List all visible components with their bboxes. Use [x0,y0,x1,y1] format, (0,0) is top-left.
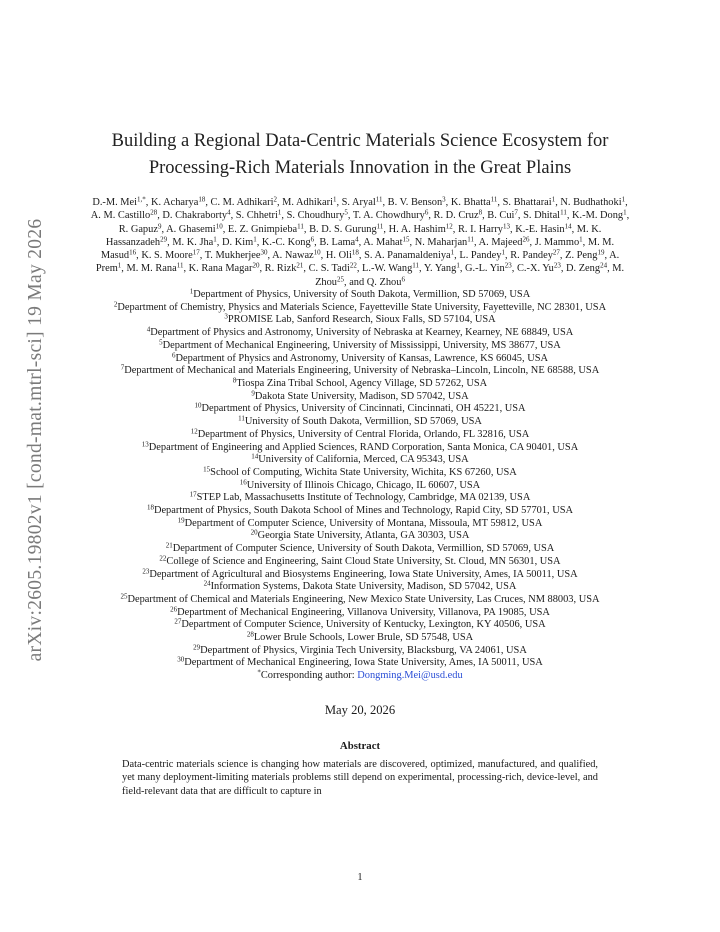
author-name: B. D. S. Gurung [309,223,377,235]
affiliation-item [88,480,632,493]
affiliation-text: College of Science and Engineering, Saint Cloud State University, St. Cloud, MN 56301, USA [166,555,561,567]
author-affiliation-mark: 2 [273,195,277,204]
author-affiliation-mark: 17 [192,248,200,257]
affiliation-number: 11 [238,414,245,423]
title-line-2: Processing-Rich Materials Innovation in the Great Plains [148,158,572,178]
author-affiliation-mark: 29 [160,235,168,244]
affiliation-number: 22 [159,554,167,563]
affiliation-text: Georgia State University, Atlanta, GA 30303, USA [257,530,470,542]
affiliation-number: 10 [194,401,202,410]
author-affiliation-mark: 23 [504,261,512,270]
author-name: H. Oli [325,250,352,262]
author-name: B. V. Benson [387,197,443,208]
author-name: K. S. Moore [141,250,193,262]
affiliation-number: 15 [203,465,211,474]
author-name: A. Majeed [478,236,523,248]
affiliation-number: 18 [146,503,154,512]
author-affiliation-mark: 11 [176,261,184,270]
author-affiliation-mark: 1 [117,261,122,270]
author-name: K.-C. Kong [261,236,311,248]
affiliation-text: Department of Mechanical and Materials Engineering, University of Nebraska–Lincoln, Lincoln, NE 68588, USA [124,365,600,377]
affiliation-item [88,302,632,315]
author-name: A. Ghasemi [166,223,216,235]
author-name: M. Zhou [315,263,625,288]
affiliation-text: Department of Chemical and Materials Engineering, New Mexico State University, Las Cruces, NM 88003, USA [127,593,600,605]
page-number: 1 [357,872,363,883]
author-name: K.-M. Dong [572,210,624,222]
affiliation-text: Lower Brule Schools, Lower Brule, SD 57548, USA [253,632,474,644]
affiliation-item [88,492,632,505]
affiliation-item [88,429,632,442]
affiliation-number: 25 [120,592,128,601]
affiliation-text: STEP Lab, Massachusetts Institute of Technology, Cambridge, MA 02139, USA [196,492,531,504]
author-name: H. A. Hashim [388,223,446,235]
affiliation-item [88,607,632,620]
affiliation-text: School of Computing, Wichita State University, Wichita, KS 67260, USA [210,466,517,478]
author-name: M. M. Rana [126,263,177,275]
author-affiliation-mark: 8 [478,208,483,217]
affiliation-item [88,378,632,391]
affiliation-item [88,314,632,327]
author-name: R. Pandey [510,250,553,262]
author-affiliation-mark: 3 [442,195,446,204]
author-name: M. M. Masud [100,236,615,262]
affiliation-number: 1 [189,287,194,296]
arxiv-sidebar [16,200,56,680]
affiliation-text: Tiospa Zina Tribal School, Agency Village, SD 57262, USA [236,378,488,389]
affiliation-text: Department of Computer Science, University of Kentucky, Lexington, KY 40506, USA [181,619,546,631]
author-name: A. Nawaz [272,250,314,262]
arxiv-identifier: arXiv:2605.19802v1 [cond-mat.mtrl-sci] 19 May 2026 [25,218,46,662]
author-name: M. Adhikari [282,197,333,208]
author-name: Y. Yang [423,263,457,275]
author-name: D.-M. Mei [92,197,138,208]
affiliation-text: Department of Chemistry, Physics and Materials Science, Fayetteville State University, Fayetteville, NC 28301, USA [117,301,607,313]
author-affiliation-mark: 1 [551,195,556,204]
author-affiliation-mark: 1 [277,208,282,217]
affiliation-item [88,645,632,658]
affiliation-number: 2 [113,300,118,309]
affiliation-text: Department of Physics and Astronomy, University of Nebraska at Kearney, Kearney, NE 68849, USA [150,327,574,339]
affiliation-item [88,391,632,404]
author-affiliation-mark: 1 [332,195,337,204]
author-affiliation-mark: 6 [310,235,315,244]
author-name: A. Prem [95,250,620,275]
affiliation-text: University of Illinois Chicago, Chicago, IL 60607, USA [246,479,481,491]
affiliation-number: 26 [170,605,178,614]
author-name: R. D. Cruz [433,210,479,222]
author-name: D. Chakraborty [162,210,228,222]
author-affiliation-mark: 11 [375,195,383,204]
author-affiliation-mark: 18 [351,248,359,257]
author-affiliation-mark: 1 [213,235,217,244]
affiliation-number: 6 [172,351,176,360]
affiliation-number: 20 [250,528,258,537]
author-name: S. Chhetri [235,210,278,222]
author-name: Q. Zhou [366,276,402,288]
affiliation-item [88,657,632,670]
affiliation-item [88,454,632,467]
author-name: J. Mammo [534,236,580,248]
author-name: A. Mahat [363,236,403,248]
author-affiliation-mark: 1 [450,248,455,257]
author-name: T. Mukherjee [204,250,261,262]
affiliation-item [88,289,632,302]
affiliation-number: 27 [174,617,182,626]
author-name: B. Cui [487,210,515,222]
affiliation-text: Department of Physics, University of South Dakota, Vermillion, SD 57069, USA [193,289,531,301]
author-affiliation-mark: 6 [424,208,429,217]
author-affiliation-mark: 19 [597,248,605,257]
corresponding-email-link[interactable]: Dongming.Mei@usd.edu [357,670,463,682]
author-name: E. Z. Gnimpieba [227,223,298,235]
author-affiliation-mark: 11 [297,222,304,231]
author-affiliation-mark: 13 [503,222,510,231]
author-affiliation-mark: 4 [227,208,231,217]
affiliation-text: University of California, Merced, CA 95343, USA [258,454,469,466]
affiliation-text: Department of Engineering and Applied Sciences, RAND Corporation, Santa Monica, CA 90401, USA [148,441,579,453]
paper-first-page [88,128,632,798]
author-name: C.-X. Yu [516,263,554,275]
affiliation-number: 29 [193,643,201,652]
author-name: L.-W. Wang [362,263,413,275]
author-affiliation-mark: 6 [401,275,405,284]
affiliation-item [88,340,632,353]
affiliation-item [88,505,632,518]
author-name: L. Pandey [459,250,502,262]
corresponding-mark: * [257,668,261,677]
affiliation-item [88,518,632,531]
paper-date: May 20, 2026 [324,702,396,717]
author-affiliation-mark: 16 [129,248,137,257]
affiliation-number: 3 [224,312,228,321]
author-name: K. Bhatta [450,197,491,208]
affiliation-number: 23 [142,567,150,576]
affiliation-number: 8 [232,376,237,385]
author-affiliation-mark: 9 [157,222,162,231]
affiliation-item [88,632,632,645]
affiliation-number: 12 [190,427,198,436]
author-name: N. Budhathoki [560,197,622,208]
affiliation-number: 19 [177,516,185,525]
author-name: C. S. Tadi [308,263,350,275]
author-name: K.-E. Hasin [515,223,565,235]
affiliation-text: Department of Computer Science, University of Montana, Missoula, MT 59812, USA [184,517,543,529]
author-affiliation-mark: 1,* [137,195,146,204]
author-name: S. Dhital [523,210,561,222]
affiliation-item [88,353,632,366]
author-affiliation-mark: 20 [252,261,260,270]
author-affiliation-mark: 30 [260,248,268,257]
author-affiliation-mark: 11 [467,235,474,244]
affiliation-text: Department of Mechanical Engineering, University of Mississippi, University, MS 38677, USA [162,339,561,351]
author-name: S. Bhattarai [502,197,552,208]
affiliation-number: 4 [146,325,151,334]
affiliation-text: Department of Computer Science, University of South Dakota, Vermillion, SD 57069, USA [172,543,555,555]
author-affiliation-mark: 23 [553,261,561,270]
affiliation-number: 7 [120,363,125,372]
author-affiliation-mark: 14 [564,222,572,231]
author-affiliation-mark: 18 [198,195,206,204]
author-name: M. K. Hassanzadeh [105,223,602,248]
author-name: K. Acharya [151,197,199,208]
affiliation-number: 14 [251,452,259,461]
author-name: S. Choudhury [286,210,345,222]
affiliation-item [88,569,632,582]
author-name: N. Maharjan [414,236,468,248]
author-affiliation-mark: 10 [313,248,321,257]
affiliation-item [88,365,632,378]
author-affiliation-mark: 11 [490,195,498,204]
affiliation-text: University of South Dakota, Vermillion, SD 57069, USA [244,416,482,428]
affiliation-item [88,327,632,340]
author-affiliation-mark: 24 [600,261,608,270]
affiliation-number: 13 [141,440,149,449]
affiliation-text: PROMISE Lab, Sanford Research, Sioux Falls, SD 57104, USA [227,314,496,326]
author-affiliation-mark: 27 [552,248,560,257]
author-affiliation-mark: 1 [621,195,626,204]
affiliation-text: Department of Mechanical Engineering, Iowa State University, Ames, IA 50011, USA [184,657,543,669]
affiliation-list [88,289,632,670]
author-name: S. Aryal [341,197,376,208]
author-name: Z. Peng [565,250,598,262]
author-affiliation-mark: 1 [501,248,505,257]
author-affiliation-mark: 1 [253,235,257,244]
author-name: R. Rizk [264,263,297,275]
author-affiliation-mark: 1 [623,208,627,217]
author-name: S. A. Panamaldeniya [364,250,451,262]
author-name: A. M. Castillo [90,210,151,222]
author-name: T. A. Chowdhury [352,210,425,222]
abstract-text: Data-centric materials science is changing how materials are discovered, optimized, manufactured, and qualified, yet many deployment-limiting materials problems still depend on experimental, processing-rich, device-level, and field-relevant data that are difficult to capture in [122,758,598,797]
abstract-heading: Abstract [339,739,381,752]
author-affiliation-mark: 11 [412,261,420,270]
author-affiliation-mark: 1 [456,261,460,270]
paper-title [88,128,632,182]
author-list: D.-M. Mei$^{1,*}$, K. Acharya$^{18}$, C. M. Adhikari$^2$, M. Adhikari$^1$, S. Aryal$^{11}$, B. V. Benson$^3$, K. Bhatta$^{11}$, S. Bhattarai$^1$, N. Budhathoki$^1$, A. M. Castillo$^{28}$, D. Chakraborty$^4$, S. Chhetri$^1$, S. Choudhury$^5$, T. A. Chowdhury$^6$, R. D. Cruz$^8$, B. Cui$^7$, S. Dhital$^{11}$, K.-M. Dong$^1$, R. Gapuz$^9$, A. Ghasemi$^{10}$, E. Z. Gnimpieba$^{11}$, B. D. S. Gurung$^{11}$, H. A. Hashim$^{12}$, R. I. Harry$^{13}$, K.-E. Hasin$^{14}$, M. K. Hassanzadeh$^{29}$, M. K. Jha$^1$, D. Kim$^1$, K.-C. Kong$^6$, B. Lama$^4$, A. Mahat$^{15}$, N. Maharjan$^{11}$, A. Majeed$^{26}$, J. Mammo$^1$, M. M. Masud$^{16}$, K. S. Moore$^{17}$, T. Mukherjee$^{30}$, A. Nawaz$^{10}$, H. Oli$^{18}$, S. A. Panamaldeniya$^1$, L. Pandey$^1$, R. Pandey$^{27}$, Z. Peng$^{19}$, A. Prem$^1$, M. M. Rana$^{11}$, K. Rana Magar$^{20}$, R. Rizk$^{21}$, C. S. Tadi$^{22}$, L.-W. Wang$^{11}$, Y. Yang$^1$, G.-L. Yin$^{23}$, C.-X. Yu$^{23}$, D. Zeng$^{24}$, M. Zhou$^{25}$, and Q. Zhou$^6$ [90,195,630,288]
title-line-1: Building a Regional Data-Centric Materials Science Ecosystem for [111,131,609,151]
author-affiliation-mark: 10 [215,222,223,231]
affiliation-number: 28 [246,630,254,639]
affiliation-number: 9 [251,389,255,398]
author-name: K. Rana Magar [188,263,253,275]
affiliation-number: 16 [239,478,247,487]
author-name: R. Gapuz [118,223,158,235]
affiliation-text: Dakota State University, Madison, SD 57042, USA [254,390,469,402]
author-affiliation-mark: 22 [349,261,357,270]
affiliation-item [88,467,632,480]
author-affiliation-mark: 15 [402,235,410,244]
affiliation-text: Department of Physics, South Dakota School of Mines and Technology, Rapid City, SD 57701, USA [153,505,574,517]
author-name: C. M. Adhikari [210,197,274,208]
affiliation-text: Department of Physics, University of Central Florida, Orlando, FL 32816, USA [197,428,530,440]
author-affiliation-mark: 1 [579,235,583,244]
affiliation-number: 17 [189,490,197,499]
affiliation-number: 30 [177,655,185,664]
author-affiliation-mark: 26 [522,235,530,244]
affiliation-number: 5 [159,338,163,347]
corresponding-label: Corresponding author: [260,670,358,682]
affiliation-item [88,581,632,594]
author-name: D. Kim [222,236,254,248]
affiliation-number: 24 [203,579,211,588]
affiliation-number: 21 [165,541,173,550]
affiliation-item [88,556,632,569]
affiliation-item [88,442,632,455]
affiliation-item [88,619,632,632]
author-affiliation-mark: 25 [337,275,344,284]
affiliation-item [88,403,632,416]
author-affiliation-mark: 7 [514,208,518,217]
author-affiliation-mark: 11 [560,208,567,217]
author-affiliation-mark: 5 [344,208,348,217]
affiliation-text: Department of Physics and Astronomy, University of Kansas, Lawrence, KS 66045, USA [175,352,548,364]
author-affiliation-mark: 28 [150,208,158,217]
affiliation-item [88,416,632,429]
author-name: D. Zeng [566,263,601,275]
author-affiliation-mark: 4 [355,235,359,244]
affiliation-item [88,543,632,556]
corresponding-author [88,670,632,683]
affiliation-text: Department of Physics, Virginia Tech University, Blacksburg, VA 24061, USA [200,644,527,656]
affiliation-text: Information Systems, Dakota State University, Madison, SD 57042, USA [210,581,517,593]
author-name: R. I. Harry [457,223,503,235]
affiliation-text: Department of Mechanical Engineering, Villanova University, Villanova, PA 19085, USA [177,606,550,618]
author-affiliation-mark: 21 [296,261,304,270]
author-name: G.-L. Yin [465,263,505,275]
affiliation-text: Department of Physics, University of Cincinnati, Cincinnati, OH 45221, USA [201,403,526,415]
affiliation-text: Department of Agricultural and Biosystems Engineering, Iowa State University, Ames, IA 50011, USA [149,568,578,580]
author-affiliation-mark: 12 [445,222,453,231]
author-name: B. Lama [319,236,356,248]
author-affiliation-mark: 11 [376,222,384,231]
author-name: M. K. Jha [172,236,214,248]
